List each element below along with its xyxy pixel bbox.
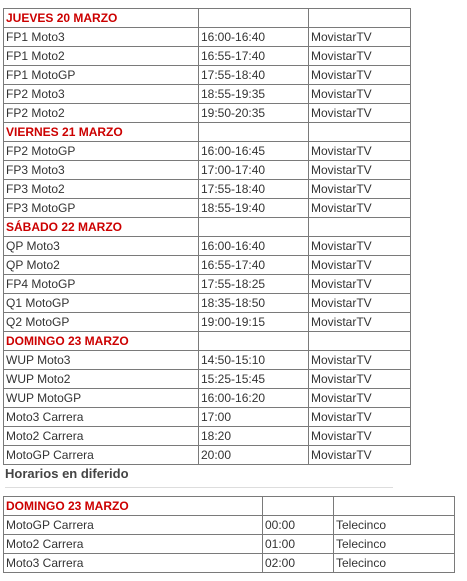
- table-row: [4, 294, 411, 313]
- table-row: [4, 199, 411, 218]
- channel-cell: MovistarTV: [309, 294, 411, 313]
- time-cell: 19:50-20:35: [199, 104, 309, 123]
- time-cell: 17:00: [199, 408, 309, 427]
- time-cell: 15:25-15:45: [199, 370, 309, 389]
- table-row: [4, 554, 455, 573]
- session-cell: WUP Moto3: [4, 351, 199, 370]
- day-heading-row: [4, 9, 411, 28]
- session-cell: FP2 Moto3: [4, 85, 199, 104]
- channel-cell: MovistarTV: [309, 104, 411, 123]
- table-row: [4, 66, 411, 85]
- session-cell: FP2 Moto2: [4, 104, 199, 123]
- time-cell: 16:55-17:40: [199, 256, 309, 275]
- time-cell: 16:00-16:40: [199, 237, 309, 256]
- table-row: [4, 28, 411, 47]
- table-row: [4, 180, 411, 199]
- time-cell: 16:55-17:40: [199, 47, 309, 66]
- session-cell: FP3 MotoGP: [4, 199, 199, 218]
- session-cell: MotoGP Carrera: [4, 446, 199, 465]
- channel-cell: Telecinco: [334, 554, 455, 573]
- channel-cell: MovistarTV: [309, 47, 411, 66]
- empty-cell: [199, 9, 309, 28]
- channel-cell: MovistarTV: [309, 313, 411, 332]
- channel-cell: MovistarTV: [309, 161, 411, 180]
- session-cell: FP2 MotoGP: [4, 142, 199, 161]
- time-cell: 16:00-16:45: [199, 142, 309, 161]
- session-cell: FP3 Moto2: [4, 180, 199, 199]
- channel-cell: Telecinco: [334, 516, 455, 535]
- deferred-schedule-table: [3, 496, 455, 573]
- deferred-schedule-body: [4, 497, 455, 573]
- session-cell: QP Moto3: [4, 237, 199, 256]
- channel-cell: MovistarTV: [309, 370, 411, 389]
- section-divider: [5, 487, 393, 488]
- empty-cell: [199, 332, 309, 351]
- time-cell: 18:35-18:50: [199, 294, 309, 313]
- deferred-heading: Horarios en diferido: [5, 466, 129, 481]
- channel-cell: MovistarTV: [309, 28, 411, 47]
- day-heading-row: [4, 123, 411, 142]
- empty-cell: [309, 9, 411, 28]
- time-cell: 01:00: [263, 535, 334, 554]
- time-cell: 18:20: [199, 427, 309, 446]
- session-cell: Q1 MotoGP: [4, 294, 199, 313]
- time-cell: 16:00-16:20: [199, 389, 309, 408]
- time-cell: 16:00-16:40: [199, 28, 309, 47]
- table-row: [4, 161, 411, 180]
- session-cell: MotoGP Carrera: [4, 516, 263, 535]
- time-cell: 18:55-19:40: [199, 199, 309, 218]
- live-schedule-table: [3, 8, 411, 465]
- channel-cell: MovistarTV: [309, 427, 411, 446]
- table-row: [4, 237, 411, 256]
- day-heading-row: [4, 332, 411, 351]
- day-heading: VIERNES 21 MARZO: [4, 123, 199, 142]
- time-cell: 18:55-19:35: [199, 85, 309, 104]
- time-cell: 19:00-19:15: [199, 313, 309, 332]
- channel-cell: MovistarTV: [309, 180, 411, 199]
- time-cell: 14:50-15:10: [199, 351, 309, 370]
- channel-cell: MovistarTV: [309, 237, 411, 256]
- channel-cell: MovistarTV: [309, 408, 411, 427]
- session-cell: WUP MotoGP: [4, 389, 199, 408]
- day-heading-row: [4, 218, 411, 237]
- empty-cell: [199, 218, 309, 237]
- time-cell: 02:00: [263, 554, 334, 573]
- channel-cell: MovistarTV: [309, 66, 411, 85]
- session-cell: Q2 MotoGP: [4, 313, 199, 332]
- empty-cell: [309, 332, 411, 351]
- table-row: [4, 256, 411, 275]
- time-cell: 17:55-18:40: [199, 66, 309, 85]
- day-heading: DOMINGO 23 MARZO: [4, 332, 199, 351]
- day-heading: SÁBADO 22 MARZO: [4, 218, 199, 237]
- time-cell: 17:00-17:40: [199, 161, 309, 180]
- channel-cell: MovistarTV: [309, 199, 411, 218]
- time-cell: 17:55-18:25: [199, 275, 309, 294]
- channel-cell: MovistarTV: [309, 389, 411, 408]
- session-cell: QP Moto2: [4, 256, 199, 275]
- live-schedule-body: [4, 9, 411, 465]
- channel-cell: MovistarTV: [309, 142, 411, 161]
- table-row: [4, 535, 455, 554]
- empty-cell: [309, 218, 411, 237]
- table-row: [4, 427, 411, 446]
- channel-cell: Telecinco: [334, 535, 455, 554]
- channel-cell: MovistarTV: [309, 351, 411, 370]
- session-cell: Moto3 Carrera: [4, 554, 263, 573]
- table-row: [4, 370, 411, 389]
- table-row: [4, 313, 411, 332]
- table-row: [4, 275, 411, 294]
- table-row: [4, 85, 411, 104]
- table-row: [4, 104, 411, 123]
- table-row: [4, 516, 455, 535]
- table-row: [4, 142, 411, 161]
- session-cell: Moto3 Carrera: [4, 408, 199, 427]
- session-cell: Moto2 Carrera: [4, 427, 199, 446]
- table-row: [4, 351, 411, 370]
- session-cell: Moto2 Carrera: [4, 535, 263, 554]
- day-heading: DOMINGO 23 MARZO: [4, 497, 263, 516]
- empty-cell: [199, 123, 309, 142]
- session-cell: FP1 MotoGP: [4, 66, 199, 85]
- table-row: [4, 446, 411, 465]
- session-cell: FP1 Moto3: [4, 28, 199, 47]
- empty-cell: [309, 123, 411, 142]
- empty-cell: [334, 497, 455, 516]
- channel-cell: MovistarTV: [309, 446, 411, 465]
- table-row: [4, 408, 411, 427]
- session-cell: FP1 Moto2: [4, 47, 199, 66]
- empty-cell: [263, 497, 334, 516]
- session-cell: WUP Moto2: [4, 370, 199, 389]
- time-cell: 20:00: [199, 446, 309, 465]
- time-cell: 00:00: [263, 516, 334, 535]
- channel-cell: MovistarTV: [309, 256, 411, 275]
- channel-cell: MovistarTV: [309, 85, 411, 104]
- table-row: [4, 47, 411, 66]
- session-cell: FP4 MotoGP: [4, 275, 199, 294]
- table-row: [4, 389, 411, 408]
- day-heading: JUEVES 20 MARZO: [4, 9, 199, 28]
- channel-cell: MovistarTV: [309, 275, 411, 294]
- time-cell: 17:55-18:40: [199, 180, 309, 199]
- day-heading-row: [4, 497, 455, 516]
- session-cell: FP3 Moto3: [4, 161, 199, 180]
